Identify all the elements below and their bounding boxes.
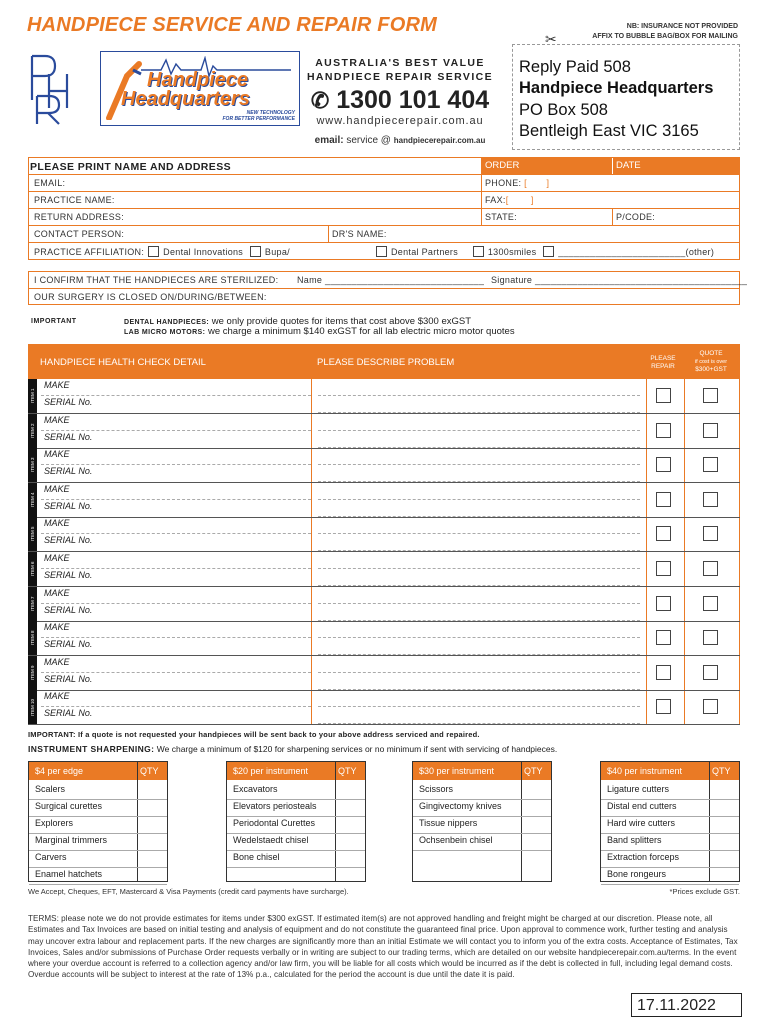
handpiece-table-header [28, 344, 740, 379]
serial-field[interactable]: SERIAL No. [44, 674, 93, 684]
aff-label-other[interactable]: ________________________(other) [558, 247, 715, 257]
insurance-note [560, 22, 738, 42]
make-field[interactable]: MAKE [44, 588, 70, 598]
quote-checkbox[interactable] [703, 388, 718, 403]
phr-logo [27, 52, 87, 126]
logo-slogan-2: FOR BETTER PERFORMANCE [222, 116, 295, 122]
item-number: ITEM 10 [28, 690, 37, 724]
make-field[interactable]: MAKE [44, 484, 70, 494]
fax-field[interactable]: FAX:[ ] [485, 195, 534, 205]
make-field[interactable]: MAKE [44, 449, 70, 459]
handpiece-row [28, 517, 740, 552]
logo-name-line2: Headquarters [121, 88, 250, 110]
fax-label: FAX: [485, 195, 506, 205]
contact-person-field[interactable]: CONTACT PERSON: [34, 229, 125, 239]
quote-checkbox[interactable] [703, 526, 718, 541]
repair-checkbox[interactable] [656, 423, 671, 438]
sharpening-table [28, 761, 168, 882]
dental-label: DENTAL HANDPIECES: [124, 319, 210, 326]
date-label: DATE [616, 160, 641, 171]
sharpening-item: Surgical curettes [35, 801, 103, 811]
item-number: ITEM 4 [28, 483, 37, 517]
serial-field[interactable]: SERIAL No. [44, 432, 93, 442]
serial-field[interactable]: SERIAL No. [44, 570, 93, 580]
repair-checkbox[interactable] [656, 388, 671, 403]
sharpening-item: Extraction forceps [607, 852, 680, 862]
state-field[interactable]: STATE: [485, 212, 517, 222]
tagline [300, 56, 500, 84]
make-field[interactable]: MAKE [44, 622, 70, 632]
mailing-line-3: PO Box 508 [519, 101, 608, 119]
logo-slogan-1: NEW TECHNOLOGY [246, 110, 295, 116]
affiliation-row-2 [372, 246, 714, 257]
quote-checkbox[interactable] [703, 665, 718, 680]
sharpening-table-header [29, 762, 167, 780]
qty-label: QTY [712, 766, 731, 776]
col-quote-3: $300+GST [695, 366, 727, 373]
qty-input[interactable] [337, 799, 365, 814]
aff-checkbox-other[interactable] [543, 246, 554, 257]
sharpening-table [412, 761, 552, 882]
website[interactable]: www.handpiecerepair.com.au [316, 115, 484, 127]
sharpening-item: Ligature cutters [607, 784, 670, 794]
handpiece-row [28, 587, 740, 622]
item-number: ITEM 7 [28, 587, 37, 621]
repair-checkbox[interactable] [656, 492, 671, 507]
nb-line-1: NB: INSURANCE NOT PROVIDED [626, 23, 738, 30]
sharpening-item: Hard wire cutters [607, 818, 676, 828]
item-number: ITEM 1 [28, 379, 37, 413]
qty-input[interactable] [139, 867, 167, 882]
qty-input[interactable] [711, 850, 739, 865]
serial-field[interactable]: SERIAL No. [44, 535, 93, 545]
phone-handset-icon: ✆ [310, 88, 330, 113]
sharpening-item: Bone rongeurs [607, 869, 667, 879]
qty-label: QTY [338, 766, 357, 776]
mailing-line-1: Reply Paid 508 [519, 58, 631, 76]
sharpening-item: Scissors [419, 784, 454, 794]
aff-checkbox-2[interactable] [250, 246, 261, 257]
sharpening-label: INSTRUMENT SHARPENING: [28, 744, 155, 754]
col-describe-problem: PLEASE DESCRIBE PROBLEM [317, 357, 455, 368]
qty-input[interactable] [337, 850, 365, 865]
serial-field[interactable]: SERIAL No. [44, 708, 93, 718]
qty-input[interactable] [337, 782, 365, 797]
quote-checkbox[interactable] [703, 561, 718, 576]
repair-checkbox[interactable] [656, 561, 671, 576]
repair-checkbox[interactable] [656, 699, 671, 714]
logo-slogan [223, 110, 296, 122]
repair-checkbox[interactable] [656, 665, 671, 680]
make-field[interactable]: MAKE [44, 657, 70, 667]
email-value: service @ [346, 135, 391, 146]
repair-checkbox[interactable] [656, 457, 671, 472]
item-number: ITEM 3 [28, 448, 37, 482]
sharpening-item: Band splitters [607, 835, 662, 845]
hq-logo [100, 51, 300, 126]
quote-note: IMPORTANT: If a quote is not requested your handpieces will be sent back to your above address serviced and repaired. [28, 730, 480, 739]
qty-input[interactable] [139, 816, 167, 831]
handpiece-row [28, 483, 740, 518]
item-number: ITEM 6 [28, 552, 37, 586]
sharpening-item: Ochsenbein chisel [419, 835, 493, 845]
logo-name-line1: Handpiece [147, 69, 249, 91]
mailing-line-4: Bentleigh East VIC 3165 [519, 122, 699, 140]
confirm-signature-field[interactable]: Signature ________________________________________ [491, 275, 748, 285]
qty-label: QTY [524, 766, 543, 776]
form-title: HANDPIECE SERVICE AND REPAIR FORM [27, 14, 437, 36]
col-quote-2: if cost is over [694, 359, 728, 365]
sharpening-item: Excavators [233, 784, 278, 794]
sharpening-item: Distal end cutters [607, 801, 677, 811]
sharpening-item: Wedelstaedt chisel [233, 835, 309, 845]
sharpening-item: Marginal trimmers [35, 835, 108, 845]
qty-input[interactable] [523, 833, 551, 848]
handpiece-row [28, 656, 740, 691]
quote-checkbox[interactable] [703, 423, 718, 438]
quote-checkbox[interactable] [703, 596, 718, 611]
tagline-line-2: HANDPIECE REPAIR SERVICE [306, 71, 494, 83]
qty-input[interactable] [711, 799, 739, 814]
handpiece-row [28, 552, 740, 587]
email-domain[interactable]: handpiecerepair.com.au [393, 136, 486, 145]
scissors-icon: ✂ [545, 31, 557, 47]
dental-text: we only provide quotes for items that cost above $300 exGST [211, 316, 472, 327]
price-label: $4 per edge [35, 766, 84, 776]
return-address-field[interactable]: RETURN ADDRESS: [34, 212, 125, 222]
sharpening-item: Bone chisel [233, 852, 280, 862]
sharpening-note [28, 744, 557, 754]
sharpening-table-header [413, 762, 551, 780]
qty-input[interactable] [139, 850, 167, 865]
col-quote [684, 350, 738, 374]
aff-label-4: 1300smiles [487, 247, 537, 257]
sharpening-item: Carvers [35, 852, 67, 862]
sharpening-table-header [227, 762, 365, 780]
aff-label-2: Bupa/ [264, 247, 290, 257]
qty-input[interactable] [139, 833, 167, 848]
serial-field[interactable]: SERIAL No. [44, 397, 93, 407]
col-health-check: HANDPIECE HEALTH CHECK DETAIL [40, 357, 206, 368]
practice-name-field[interactable]: PRACTICE NAME: [34, 195, 115, 205]
terms-text: TERMS: please note we do not provide estimates for items under $300 exGST. If estimated item(s) are not approved handling and freight might be charged at our discretion. Please note, all Estimates and Tax Invoices are based on initial testing and analysis of equipment and do not constitute the guaranteed final price. Upon approval to commence work, further testing and analysis may uncover extra labour and replacement parts. If the new charges are significantly more than an initial Estimate we will contact you to inform you of the extra costs. Acceptance of Estimates, Tax Invoices, Sales and/or submissions of Purchase Order requests verbally or in writing are subject to our trading terms, which are detailed on our website handpiecerepair.com.au/terms. In the event where your overdue account is referred to a collection agency and/or law firm, you will be liable for all costs which would be incurred as if the debt is collected in full, including legal demand costs. Overdue accounts will be subject to interest at the rate of 13% p.a., calculated for the period the account is due until the date it is paid. [28, 914, 738, 980]
order-label: ORDER [485, 160, 520, 171]
serial-field[interactable]: SERIAL No. [44, 501, 93, 511]
sharpening-item: Gingivectomy knives [419, 801, 502, 811]
qty-input[interactable] [337, 816, 365, 831]
qty-input[interactable] [523, 816, 551, 831]
aff-label-1: Dental Innovations [163, 247, 244, 257]
details-heading: PLEASE PRINT NAME AND ADDRESS [30, 161, 232, 173]
sharpening-item: Explorers [35, 818, 74, 828]
handpiece-row [28, 448, 740, 483]
surgery-closed-field[interactable]: OUR SURGERY IS CLOSED ON/DURING/BETWEEN: [34, 292, 267, 302]
aff-checkbox-3[interactable] [376, 246, 387, 257]
serial-field[interactable]: SERIAL No. [44, 605, 93, 615]
email-label: email: [314, 135, 344, 146]
sharpening-item: Tissue nippers [419, 818, 478, 828]
qty-input[interactable] [523, 782, 551, 797]
sharpening-item: Enamel hatchets [35, 869, 103, 879]
price-label: $40 per instrument [607, 766, 683, 776]
sterilized-confirm: I CONFIRM THAT THE HANDPIECES ARE STERILIZED: [34, 275, 279, 285]
item-number: ITEM 8 [28, 621, 37, 655]
quote-checkbox[interactable] [703, 630, 718, 645]
phone-label: PHONE: [485, 178, 522, 188]
prices-note: *Prices exclude GST. [669, 887, 740, 896]
make-field[interactable]: MAKE [44, 518, 70, 528]
sharpening-table [226, 761, 366, 882]
make-field[interactable]: MAKE [44, 553, 70, 563]
affiliation-label: PRACTICE AFFILIATION: [34, 247, 145, 257]
phone-field[interactable]: PHONE: [ ] [485, 178, 550, 188]
price-label: $30 per instrument [419, 766, 495, 776]
item-number: ITEM 2 [28, 414, 37, 448]
item-number: ITEM 9 [28, 656, 37, 690]
handpiece-row [28, 379, 740, 414]
serial-field[interactable]: SERIAL No. [44, 639, 93, 649]
qty-input[interactable] [139, 799, 167, 814]
qty-label: QTY [140, 766, 159, 776]
form-date: 17.11.2022 [631, 993, 742, 1017]
phone-number-text: 1300 101 404 [336, 86, 490, 114]
col-repair-1: PLEASE [650, 355, 676, 362]
col-repair [646, 355, 680, 371]
payments-note: We Accept, Cheques, EFT, Mastercard & Visa Payments (credit card payments have surcharge). [28, 887, 349, 896]
sharpening-item: Elevators periosteals [233, 801, 317, 811]
col-repair-2: REPAIR [651, 363, 675, 370]
email-line [300, 135, 500, 146]
make-field[interactable]: MAKE [44, 415, 70, 425]
important-label: IMPORTANT [31, 318, 77, 325]
quote-checkbox[interactable] [703, 457, 718, 472]
quote-checkbox[interactable] [703, 492, 718, 507]
sharpening-item: Periodontal Curettes [233, 818, 316, 828]
handpiece-row [28, 621, 740, 656]
item-number: ITEM 5 [28, 517, 37, 551]
aff-checkbox-4[interactable] [473, 246, 484, 257]
qty-input[interactable] [139, 782, 167, 797]
repair-checkbox[interactable] [656, 630, 671, 645]
mailing-label [512, 44, 740, 150]
qty-input[interactable] [711, 782, 739, 797]
qty-input[interactable] [711, 833, 739, 848]
mailing-line-2: Handpiece Headquarters [519, 79, 714, 97]
lab-motors-note [124, 326, 515, 337]
handpiece-row [28, 414, 740, 449]
make-field[interactable]: MAKE [44, 380, 70, 390]
email-field[interactable]: EMAIL: [34, 178, 66, 188]
make-field[interactable]: MAKE [44, 691, 70, 701]
confirm-name-field[interactable]: Name ______________________________ [297, 275, 485, 285]
price-label: $20 per instrument [233, 766, 309, 776]
sharpening-item: Scalers [35, 784, 66, 794]
lab-text: we charge a minimum $140 exGST for all lab electric micro motor quotes [207, 326, 515, 337]
qty-input[interactable] [523, 799, 551, 814]
repair-checkbox[interactable] [656, 526, 671, 541]
aff-label-3: Dental Partners [391, 247, 459, 257]
handpiece-row [28, 690, 740, 725]
phone-number [300, 86, 500, 115]
quote-checkbox[interactable] [703, 699, 718, 714]
aff-checkbox-1[interactable] [148, 246, 159, 257]
pcode-field[interactable]: P/CODE: [616, 212, 656, 222]
sharpening-table-header [601, 762, 739, 780]
lab-label: LAB MICRO MOTORS: [124, 329, 206, 336]
col-quote-1: QUOTE [699, 350, 723, 357]
qty-input[interactable] [711, 816, 739, 831]
repair-checkbox[interactable] [656, 596, 671, 611]
serial-field[interactable]: SERIAL No. [44, 466, 93, 476]
qty-input[interactable] [711, 867, 739, 882]
drs-name-field[interactable]: DR'S NAME: [332, 229, 387, 239]
qty-input[interactable] [337, 833, 365, 848]
sharpening-text: We charge a minimum of $120 for sharpening services or no minimum if sent with servicing of handpieces. [156, 744, 558, 754]
tagline-line-1: AUSTRALIA'S BEST VALUE [315, 57, 485, 69]
nb-line-2: AFFIX TO BUBBLE BAG/BOX FOR MAILING [592, 33, 738, 40]
sharpening-table [600, 761, 740, 882]
